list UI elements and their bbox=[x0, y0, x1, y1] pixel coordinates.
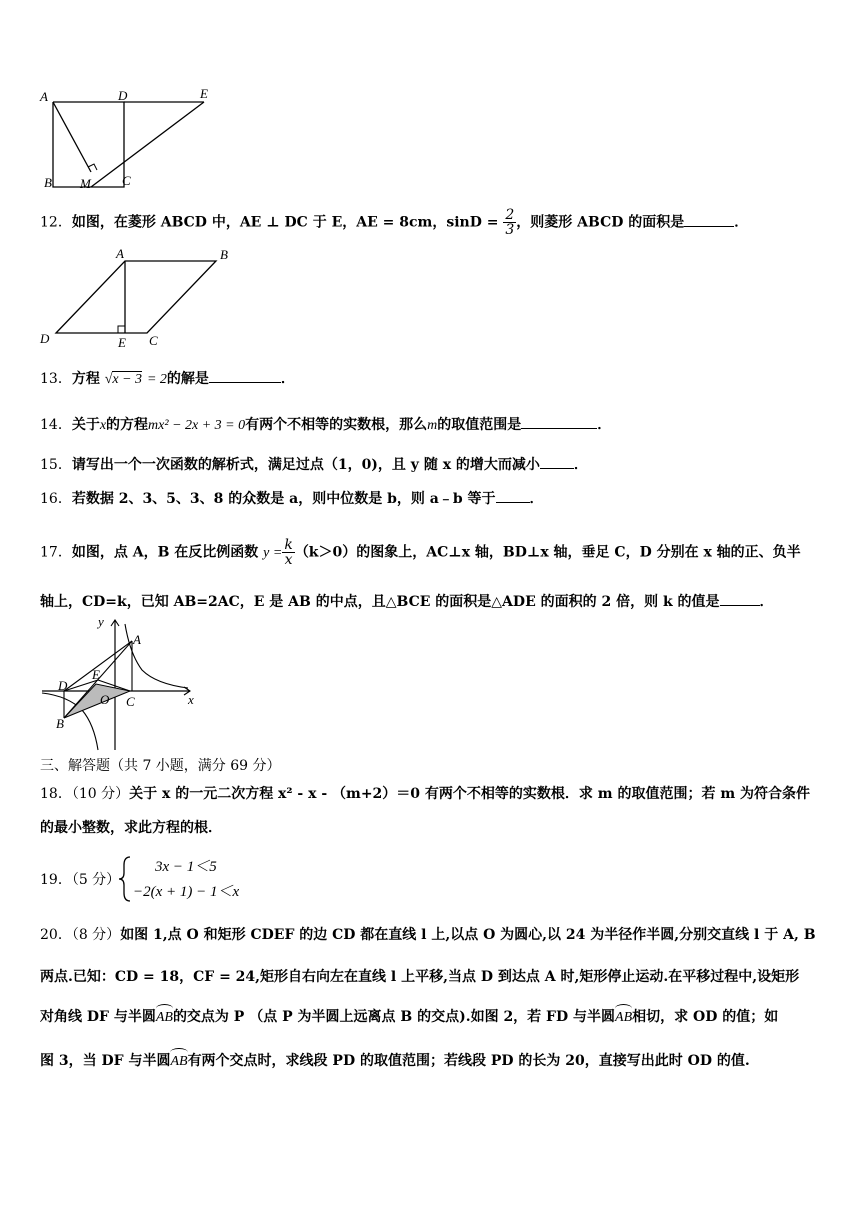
variable-x: x bbox=[99, 418, 107, 433]
fraction-denominator: x bbox=[284, 552, 293, 568]
question-text: 方程 bbox=[71, 371, 100, 387]
question-text-3c: 相切，求 OD 的值；如 bbox=[632, 1009, 779, 1025]
question-text-4b: 有两个交点时，求线段 PD 的取值范围；若线段 PD 的长为 20，直接写出此时 OD 的值. bbox=[187, 1053, 750, 1069]
answer-blank[interactable] bbox=[720, 605, 760, 606]
question-number: 14． bbox=[40, 417, 72, 433]
question-number: 20． bbox=[40, 927, 72, 943]
question-17-line2 bbox=[40, 592, 830, 612]
question-text-3: 有两个不相等的实数根，那么 bbox=[245, 417, 428, 433]
answer-blank[interactable] bbox=[496, 502, 530, 503]
equation-rhs: = 2 bbox=[146, 372, 167, 387]
question-number: 12． bbox=[40, 214, 72, 231]
question-number: 16． bbox=[40, 491, 72, 507]
label-c: C bbox=[126, 694, 135, 709]
inequality-1: 3x − 1＜5 bbox=[155, 859, 217, 875]
question-text-3b: 的交点为 P （点 P 为半圆上远离点 B 的交点).如图 2，若 FD 与半圆 bbox=[172, 1009, 616, 1025]
label-b: B bbox=[44, 175, 52, 190]
label-b: B bbox=[56, 716, 64, 731]
question-end: ． bbox=[734, 214, 749, 231]
question-text-2: ，则菱形 ABCD 的面积是 bbox=[516, 214, 685, 231]
section-title: 三、解答题（共 7 小题，满分 69 分） bbox=[40, 758, 281, 774]
question-20-line2 bbox=[40, 967, 830, 987]
radicand: x − 3 bbox=[112, 372, 143, 387]
question-end: ． bbox=[573, 457, 588, 473]
fraction-two-thirds bbox=[503, 208, 516, 237]
figure-rhombus-abcd bbox=[36, 244, 246, 352]
label-d: D bbox=[118, 88, 128, 103]
label-a: A bbox=[133, 632, 141, 647]
equation: mx² − 2x + 3 = 0 bbox=[148, 418, 246, 433]
question-text: 关于 bbox=[71, 417, 100, 433]
inequality-2: −2(x + 1) − 1＜x bbox=[133, 884, 240, 900]
question-text-4a: 图 3，当 DF 与半圆 bbox=[40, 1053, 171, 1069]
question-number: 17． bbox=[40, 544, 72, 561]
question-score: （5 分） bbox=[71, 872, 121, 888]
label-a: A bbox=[116, 246, 124, 261]
fraction-k-over-x bbox=[282, 538, 294, 567]
question-text: 关于 x 的一元二次方程 x² - x - （m+2）＝0 有两个不相等的实数根．求 m 的取值范围；若 m 为符合条件 bbox=[129, 786, 811, 802]
label-c: C bbox=[149, 333, 158, 348]
question-text-2: 的解是 bbox=[166, 371, 209, 387]
arc-ab: AB bbox=[615, 1008, 632, 1028]
label-d: D bbox=[40, 331, 50, 346]
section-heading bbox=[40, 756, 830, 776]
label-a: A bbox=[40, 89, 48, 104]
question-18-line2 bbox=[40, 818, 830, 838]
question-13 bbox=[40, 369, 830, 390]
question-text-3: 轴上，CD=k，已知 AB=2AC，E 是 AB 的中点，且△BCE 的面积是△ADE 的面积的 2 倍，则 k 的值是 bbox=[40, 594, 720, 610]
label-e: E bbox=[118, 335, 126, 350]
fraction-numerator: 2 bbox=[505, 207, 515, 223]
question-text-2: 的方程 bbox=[106, 417, 149, 433]
question-number: 18． bbox=[40, 786, 72, 802]
question-text: 请写出一个一次函数的解析式，满足过点（1，0)，且 y 随 x 的增大而减小 bbox=[71, 457, 540, 473]
question-end: ． bbox=[597, 417, 612, 433]
question-end: ． bbox=[759, 594, 774, 610]
arc-ab: AB bbox=[156, 1008, 173, 1028]
question-number: 13． bbox=[40, 371, 72, 387]
label-e: E bbox=[200, 86, 208, 101]
fraction-numerator: k bbox=[284, 537, 293, 553]
label-e: E bbox=[92, 667, 100, 682]
label-m: M bbox=[80, 176, 91, 191]
question-text-2: 的最小整数，求此方程的根． bbox=[40, 820, 222, 836]
label-o: O bbox=[100, 692, 110, 707]
answer-blank[interactable] bbox=[684, 226, 734, 227]
label-y: y bbox=[98, 614, 104, 629]
sqrt-expression: √x − 3 bbox=[104, 372, 143, 387]
arc-ab: AB bbox=[170, 1052, 187, 1072]
label-b: B bbox=[220, 247, 228, 262]
answer-blank[interactable] bbox=[209, 382, 281, 383]
question-text-4: 的取值范围是 bbox=[437, 417, 522, 433]
question-20-line3 bbox=[40, 1007, 830, 1028]
question-16 bbox=[40, 489, 830, 509]
question-14 bbox=[40, 415, 830, 436]
question-15 bbox=[40, 455, 830, 475]
question-score: （8 分） bbox=[71, 927, 121, 943]
question-12 bbox=[40, 208, 830, 237]
question-text: 如图，点 A，B 在反比例函数 bbox=[71, 544, 259, 561]
fraction-denominator: 3 bbox=[505, 222, 515, 238]
question-number: 19． bbox=[40, 872, 72, 888]
question-18 bbox=[40, 784, 830, 804]
variable-m: m bbox=[427, 418, 438, 433]
question-text-2: （k＞0）的图象上，AC⊥x 轴，BD⊥x 轴，垂足 C，D 分别在 x 轴的正、负半 bbox=[294, 544, 801, 561]
question-20 bbox=[40, 925, 830, 945]
question-17 bbox=[40, 538, 830, 567]
brace bbox=[118, 855, 132, 903]
function-y: y = bbox=[263, 545, 283, 561]
question-number: 15． bbox=[40, 457, 72, 473]
question-text: 如图 1,点 O 和矩形 CDEF 的边 CD 都在直线 l 上,以点 O 为圆心,以 24 为半径作半圆,分别交直线 l 于 A, B bbox=[120, 927, 816, 943]
answer-blank[interactable] bbox=[521, 428, 597, 429]
question-end: ． bbox=[529, 491, 544, 507]
label-x: x bbox=[188, 692, 194, 707]
question-text: 如图，在菱形 ABCD 中，AE ⊥ DC 于 E，AE = 8cm，sinD = bbox=[71, 214, 499, 231]
figure-hyperbola bbox=[38, 614, 200, 754]
question-text-3a: 对角线 DF 与半圆 bbox=[40, 1009, 156, 1025]
question-score: （10 分） bbox=[71, 786, 130, 802]
answer-blank[interactable] bbox=[540, 468, 574, 469]
question-end: ． bbox=[280, 371, 295, 387]
figure-square-abcd bbox=[36, 84, 226, 194]
question-text: 若数据 2、3、5、3、8 的众数是 a，则中位数是 b，则 a﹣b 等于 bbox=[71, 491, 496, 507]
question-text-2: 两点.已知：CD = 18，CF = 24,矩形自右向左在直线 l 上平移,当点 D 到达点 A 时,矩形停止运动.在平移过程中,设矩形 bbox=[40, 969, 800, 985]
label-c: C bbox=[122, 173, 131, 188]
label-d: D bbox=[58, 678, 68, 693]
question-20-line4 bbox=[40, 1051, 830, 1072]
